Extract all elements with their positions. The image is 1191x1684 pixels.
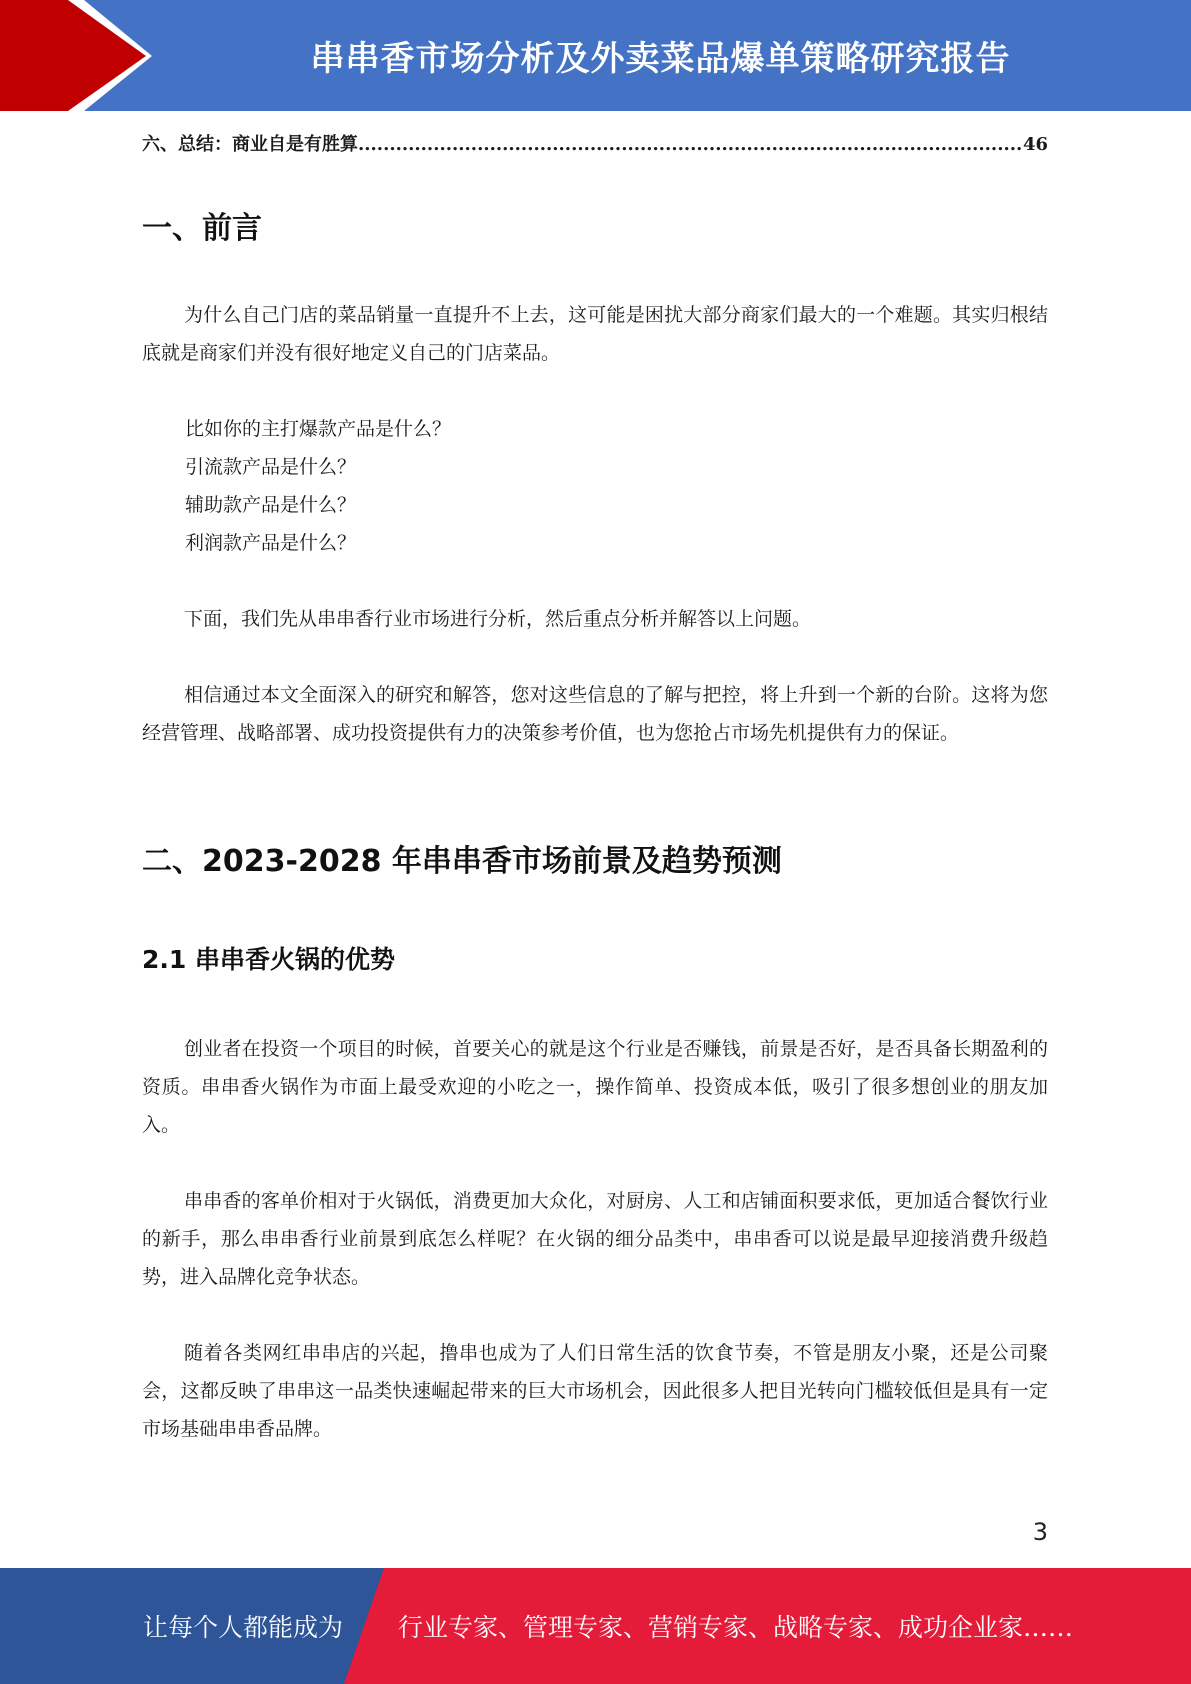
question-line: 引流款产品是什么？ [185,456,357,478]
footer-slogan-right: 行业专家、管理专家、营销专家、战略专家、成功企业家…… [398,1613,1074,1642]
preface-paragraph-1: 为什么自己门店的菜品销量一直提升不上去，这可能是困扰大部分商家们最大的一个难题。其实归根结底就是商家们并没有很好地定义自己的门店菜品。 [142,304,1048,364]
section-heading-market-outlook: 二、2023-2028 年串串香市场前景及趋势预测 [142,844,782,879]
toc-entry-label: 六、总结：商业自是有胜算 [142,134,358,155]
advantages-paragraph-3: 随着各类网红串串店的兴起，撸串也成为了人们日常生活的饮食节奏，不管是朋友小聚，还是公司聚会，这都反映了串串这一品类快速崛起带来的巨大市场机会，因此很多人把目光转向门槛较低但是具有一定市场基础串串香品牌。 [142,1342,1048,1440]
section-heading-preface: 一、前言 [142,211,262,246]
advantages-paragraph-1: 创业者在投资一个项目的时候，首要关心的就是这个行业是否赚钱，前景是否好，是否具备长期盈利的资质。串串香火锅作为市面上最受欢迎的小吃之一，操作简单、投资成本低，吸引了很多想创业的朋友加入。 [142,1038,1048,1136]
preface-paragraph-3: 相信通过本文全面深入的研究和解答，您对这些信息的了解与把控，将上升到一个新的台阶。这将为您经营管理、战略部署、成功投资提供有力的决策参考价值，也为您抢占市场先机提供有力的保证。 [142,684,1048,744]
toc-entry-page: 46 [1022,134,1048,155]
footer-slogan-left: 让每个人都能成为 [143,1613,344,1642]
subsection-heading-advantages: 2.1 串串香火锅的优势 [142,945,395,974]
preface-paragraph-2: 下面，我们先从串串香行业市场进行分析，然后重点分析并解答以上问题。 [184,608,812,630]
toc-entry[interactable] [142,130,1048,160]
toc-leader-dots [358,134,1023,155]
advantages-paragraph-2: 串串香的客单价相对于火锅低，消费更加大众化，对厨房、人工和店铺面积要求低，更加适合餐饮行业的新手，那么串串香行业前景到底怎么样呢？在火锅的细分品类中，串串香可以说是最早迎接消费升级趋势，进入品牌化竞争状态。 [142,1190,1048,1288]
report-title: 串串香市场分析及外卖菜品爆单策略研究报告 [310,39,1011,79]
page-footer [0,1568,1191,1684]
page-number: 3 [1032,1518,1048,1546]
question-line: 比如你的主打爆款产品是什么？ [185,418,452,440]
question-line: 利润款产品是什么？ [185,532,357,554]
page-header [0,0,1191,111]
question-line: 辅助款产品是什么？ [185,494,357,516]
